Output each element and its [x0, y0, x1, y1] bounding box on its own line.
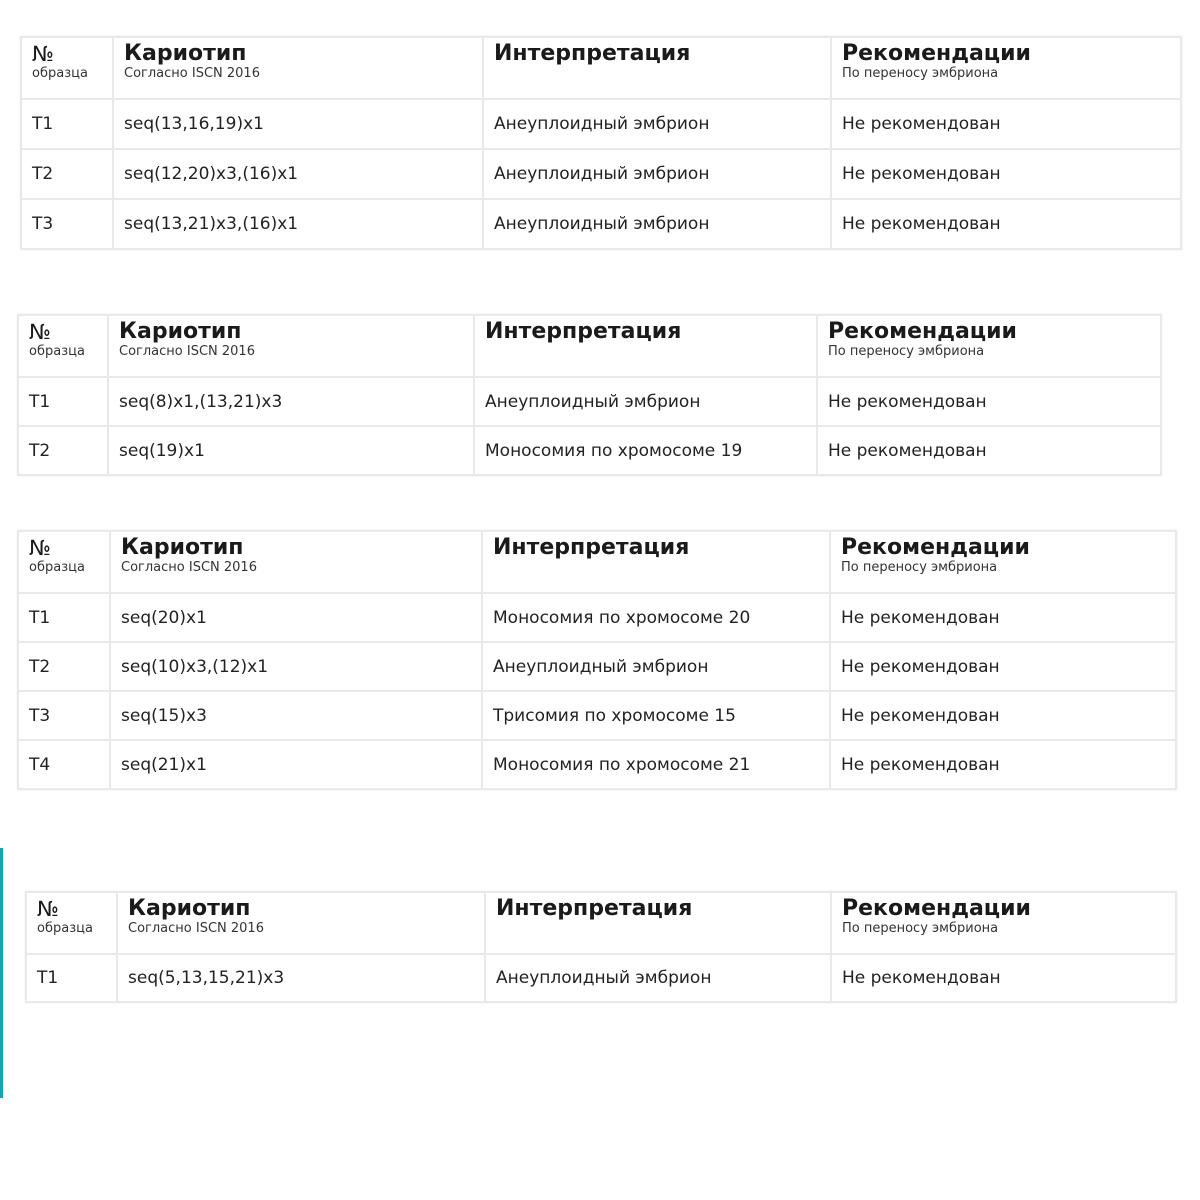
interpretation-cell: Моносомия по хромосоме 21 — [482, 740, 830, 789]
table-row — [18, 377, 1161, 426]
header-interpretation: Интерпретация — [482, 531, 830, 593]
interpretation-cell: Анеуплоидный эмбрион — [483, 149, 831, 199]
table-row — [21, 149, 1181, 199]
interpretation-cell: Моносомия по хромосоме 20 — [482, 593, 830, 642]
sample-id: T2 — [21, 149, 113, 199]
header-karyotype: Кариотип Согласно ISCN 2016 — [117, 892, 485, 954]
recommendation-cell: Не рекомендован — [831, 99, 1181, 149]
sample-id: T2 — [18, 426, 108, 475]
recommendation-cell: Не рекомендован — [830, 642, 1176, 691]
karyotype-cell: seq(13,21)x3,(16)x1 — [113, 199, 483, 249]
header-sample-number: № образца — [26, 892, 117, 954]
header-recommendation: Рекомендации По переносу эмбриона — [831, 37, 1181, 99]
sample-id: T1 — [26, 954, 117, 1002]
header-recommendation: Рекомендации По переносу эмбриона — [817, 315, 1161, 377]
interpretation-cell: Анеуплоидный эмбрион — [485, 954, 831, 1002]
header-karyotype: Кариотип Согласно ISCN 2016 — [113, 37, 483, 99]
table-header-row — [26, 892, 1176, 954]
table-row — [26, 954, 1176, 1002]
table-header-row — [18, 531, 1176, 593]
table-row — [18, 593, 1176, 642]
header-sample-number: № образца — [21, 37, 113, 99]
karyotype-table-3 — [17, 530, 1177, 790]
table-row — [18, 642, 1176, 691]
karyotype-table-1 — [20, 36, 1182, 250]
karyotype-cell: seq(5,13,15,21)x3 — [117, 954, 485, 1002]
interpretation-cell: Анеуплоидный эмбрион — [474, 377, 817, 426]
karyotype-table-4 — [25, 891, 1177, 1003]
header-interpretation: Интерпретация — [474, 315, 817, 377]
header-interpretation: Интерпретация — [483, 37, 831, 99]
header-karyotype: Кариотип Согласно ISCN 2016 — [108, 315, 474, 377]
header-sample-number: № образца — [18, 315, 108, 377]
recommendation-cell: Не рекомендован — [830, 593, 1176, 642]
table-header-row — [21, 37, 1181, 99]
recommendation-cell: Не рекомендован — [817, 426, 1161, 475]
recommendation-cell: Не рекомендован — [831, 199, 1181, 249]
karyotype-cell: seq(21)x1 — [110, 740, 482, 789]
recommendation-cell: Не рекомендован — [817, 377, 1161, 426]
interpretation-cell: Анеуплоидный эмбрион — [483, 199, 831, 249]
sample-id: T1 — [21, 99, 113, 149]
interpretation-cell: Моносомия по хромосоме 19 — [474, 426, 817, 475]
interpretation-cell: Анеуплоидный эмбрион — [483, 99, 831, 149]
karyotype-cell: seq(15)x3 — [110, 691, 482, 740]
karyotype-cell: seq(20)x1 — [110, 593, 482, 642]
interpretation-cell: Анеуплоидный эмбрион — [482, 642, 830, 691]
karyotype-cell: seq(19)x1 — [108, 426, 474, 475]
sample-id: T1 — [18, 377, 108, 426]
karyotype-cell: seq(10)x3,(12)x1 — [110, 642, 482, 691]
sample-id: T1 — [18, 593, 110, 642]
interpretation-cell: Трисомия по хромосоме 15 — [482, 691, 830, 740]
karyotype-table-2 — [17, 314, 1162, 476]
sample-id: T3 — [18, 691, 110, 740]
table-row — [21, 99, 1181, 149]
header-recommendation: Рекомендации По переносу эмбриона — [831, 892, 1176, 954]
recommendation-cell: Не рекомендован — [831, 954, 1176, 1002]
karyotype-cell: seq(8)x1,(13,21)x3 — [108, 377, 474, 426]
karyotype-cell: seq(12,20)x3,(16)x1 — [113, 149, 483, 199]
table-header-row — [18, 315, 1161, 377]
header-interpretation: Интерпретация — [485, 892, 831, 954]
recommendation-cell: Не рекомендован — [831, 149, 1181, 199]
header-karyotype: Кариотип Согласно ISCN 2016 — [110, 531, 482, 593]
table-row — [18, 740, 1176, 789]
recommendation-cell: Не рекомендован — [830, 740, 1176, 789]
header-sample-number: № образца — [18, 531, 110, 593]
karyotype-cell: seq(13,16,19)x1 — [113, 99, 483, 149]
sample-id: T3 — [21, 199, 113, 249]
accent-bar — [0, 848, 3, 1098]
recommendation-cell: Не рекомендован — [830, 691, 1176, 740]
sample-id: T2 — [18, 642, 110, 691]
header-recommendation: Рекомендации По переносу эмбриона — [830, 531, 1176, 593]
table-row — [18, 426, 1161, 475]
table-row — [21, 199, 1181, 249]
sample-id: T4 — [18, 740, 110, 789]
table-row — [18, 691, 1176, 740]
